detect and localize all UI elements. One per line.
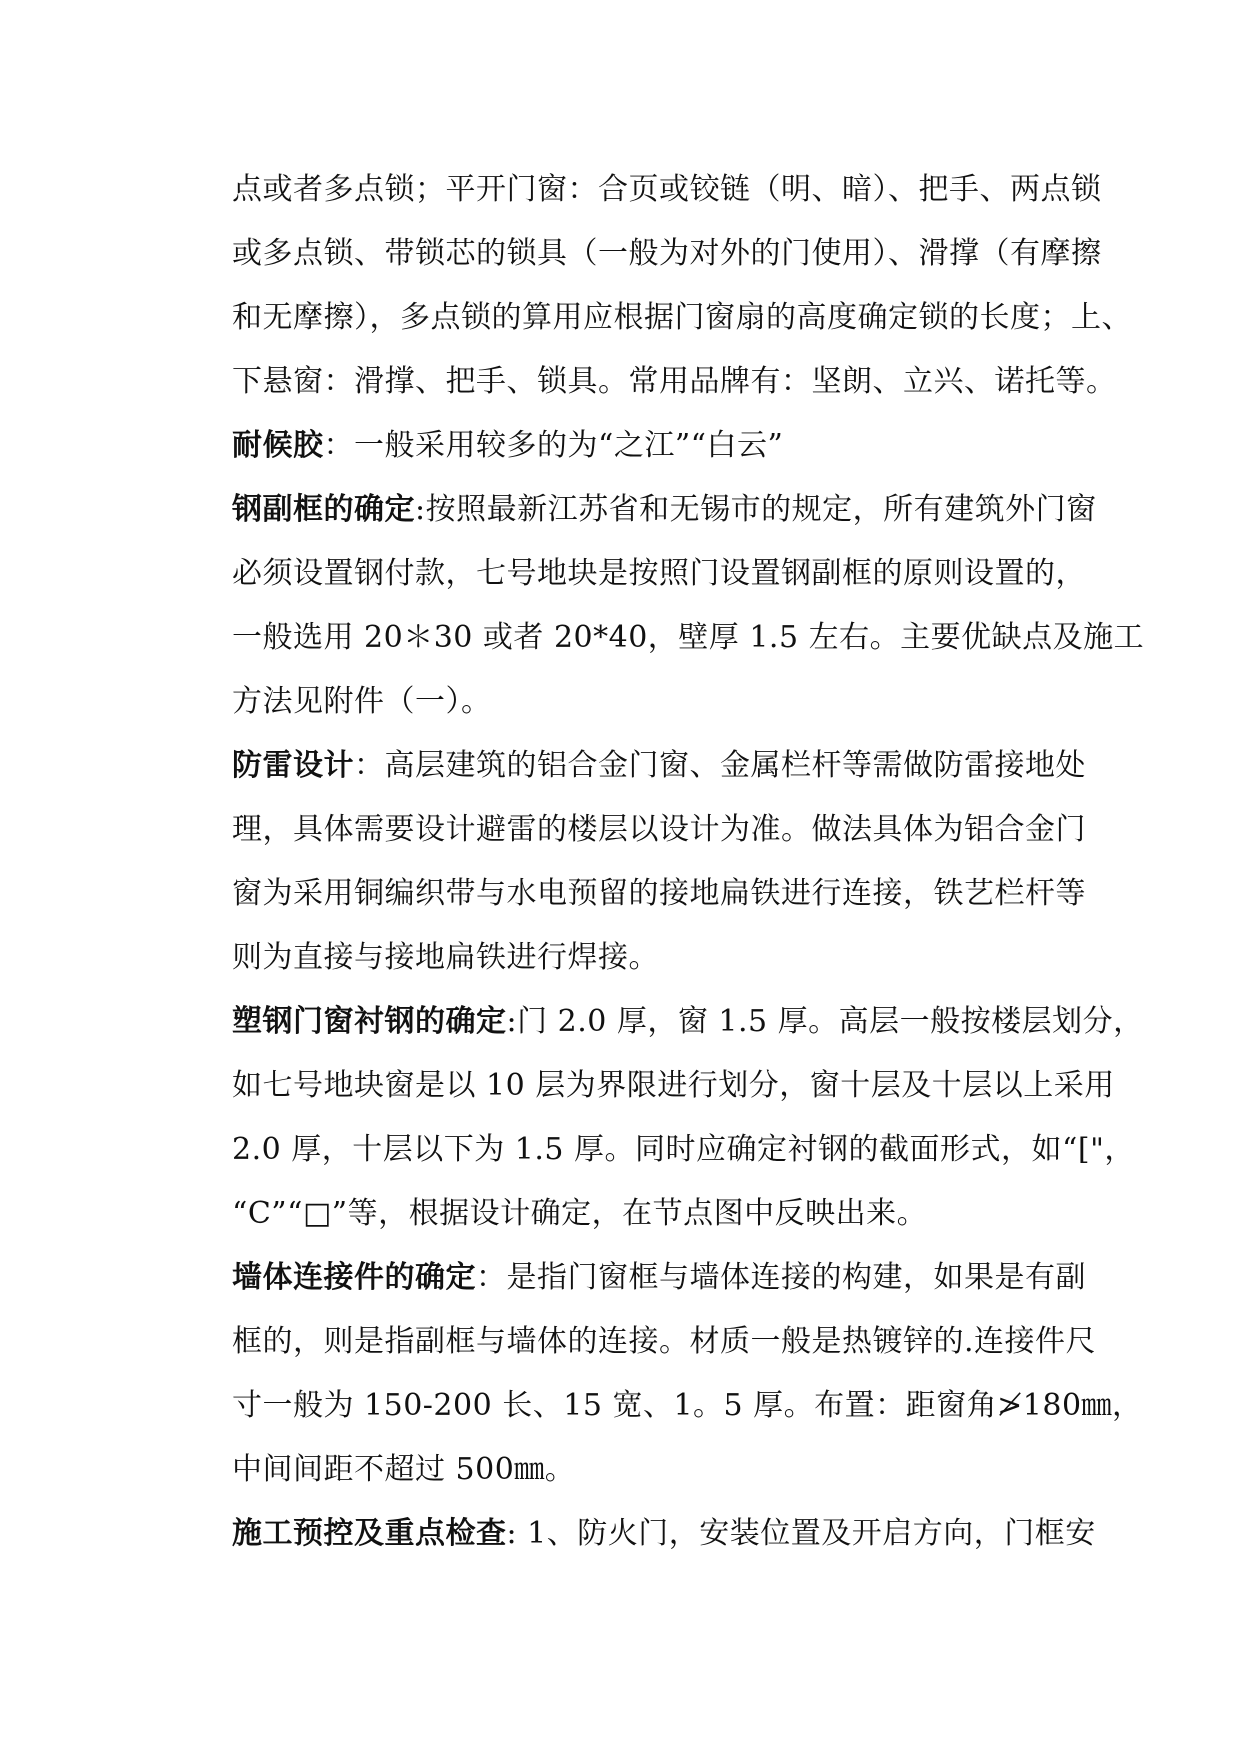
body-text: 如七号地块窗是以 10 层为界限进行划分，窗十层及十层以上采用 bbox=[232, 1068, 1115, 1103]
text-line bbox=[232, 542, 1086, 606]
text-line bbox=[232, 1118, 1135, 1182]
text-line bbox=[232, 990, 1144, 1054]
text-line bbox=[232, 862, 1086, 926]
body-text: ：一般采用较多的为“之江”“白云” bbox=[323, 428, 784, 463]
body-text: 窗为采用铜编织带与水电预留的接地扁铁进行连接，铁艺栏杆等 bbox=[232, 876, 1086, 911]
text-line bbox=[232, 734, 1086, 798]
body-text: 下悬窗：滑撑、把手、锁具。常用品牌有：坚朗、立兴、诺托等。 bbox=[232, 364, 1117, 399]
text-line bbox=[232, 1374, 1143, 1438]
text-line bbox=[232, 926, 1052, 990]
body-text: 寸一般为 150-200 长、15 宽、1。5 厚。布置：距窗角≯180㎜， bbox=[232, 1388, 1143, 1423]
body-text: 必须设置钢付款，七号地块是按照门设置钢副框的原则设置的， bbox=[232, 556, 1086, 591]
body-text: ：是指门窗框与墙体连接的构建，如果是有副 bbox=[476, 1260, 1086, 1295]
body-text: “C”“□”等，根据设计确定，在节点图中反映出来。 bbox=[232, 1196, 928, 1231]
body-text: 中间间距不超过 500㎜。 bbox=[232, 1452, 576, 1487]
text-line bbox=[232, 222, 1102, 286]
text-line bbox=[232, 1246, 1086, 1310]
section-heading: 墙体连接件的确定 bbox=[232, 1260, 476, 1295]
body-text: 或多点锁、带锁芯的锁具（一般为对外的门使用）、滑撑（有摩擦 bbox=[232, 236, 1102, 271]
body-text: 2.0 厚，十层以下为 1.5 厚。同时应确定衬钢的截面形式，如“["， bbox=[232, 1132, 1135, 1167]
text-line bbox=[232, 350, 1117, 414]
section-heading: 防雷设计 bbox=[232, 748, 354, 783]
section-heading: 钢副框的确定 bbox=[232, 492, 415, 527]
text-line bbox=[232, 414, 1052, 478]
section-heading: 施工预控及重点检查 bbox=[232, 1516, 507, 1551]
body-text: 则为直接与接地扁铁进行焊接。 bbox=[232, 940, 659, 975]
body-text: : 1、防火门，安装位置及开启方向，门框安 bbox=[506, 1516, 1096, 1551]
section-heading: 耐候胶 bbox=[232, 428, 324, 463]
text-line bbox=[232, 1182, 1052, 1246]
text-line bbox=[232, 670, 1052, 734]
text-line bbox=[232, 1502, 1096, 1566]
body-text: 方法见附件（一）。 bbox=[232, 684, 492, 719]
text-line bbox=[232, 286, 1132, 350]
body-text: 点或者多点锁；平开门窗：合页或铰链（明、暗）、把手、两点锁 bbox=[232, 172, 1102, 207]
text-line bbox=[232, 158, 1102, 222]
text-line bbox=[232, 1310, 1097, 1374]
body-text: 理，具体需要设计避雷的楼层以设计为准。做法具体为铝合金门 bbox=[232, 812, 1086, 847]
body-text: 一般选用 20＊30 或者 20*40，壁厚 1.5 左右。主要优缺点及施工 bbox=[232, 620, 1145, 655]
body-text: :门 2.0 厚，窗 1.5 厚。高层一般按楼层划分， bbox=[506, 1004, 1144, 1039]
text-line bbox=[232, 798, 1086, 862]
section-heading: 塑钢门窗衬钢的确定 bbox=[232, 1004, 507, 1039]
text-line bbox=[232, 478, 1097, 542]
text-line bbox=[232, 1054, 1115, 1118]
body-text: :按照最新江苏省和无锡市的规定，所有建筑外门窗 bbox=[415, 492, 1097, 527]
body-text: 和无摩擦），多点锁的算用应根据门窗扇的高度确定锁的长度；上、 bbox=[232, 300, 1132, 335]
body-text: 框的，则是指副框与墙体的连接。材质一般是热镀锌的.连接件尺 bbox=[232, 1324, 1097, 1359]
text-line bbox=[232, 606, 1145, 670]
text-line bbox=[232, 1438, 1052, 1502]
body-text: ：高层建筑的铝合金门窗、金属栏杆等需做防雷接地处 bbox=[354, 748, 1086, 783]
document-page bbox=[232, 158, 1145, 1566]
